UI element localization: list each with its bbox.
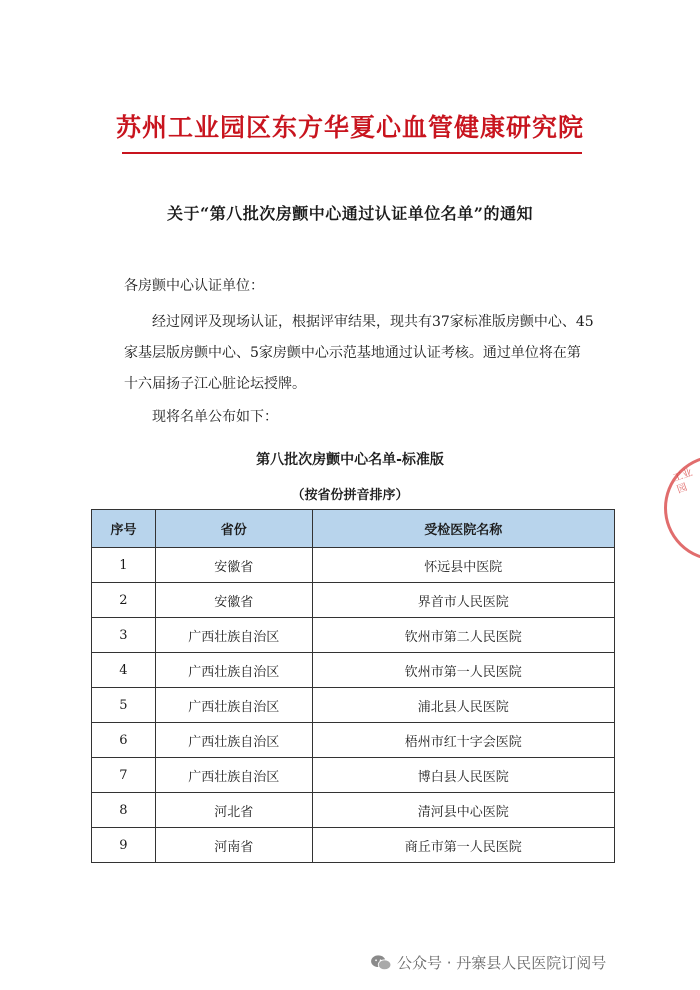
table-row (92, 793, 615, 828)
cell-hospital: 清河县中心医院 (312, 793, 614, 828)
cell-index: 3 (92, 618, 156, 653)
salutation: 各房颤中心认证单位： (124, 278, 264, 294)
cell-hospital: 梧州市红十字会医院 (312, 723, 614, 758)
watermark-text: 公众号 · 丹寨县人民医院订阅号 (397, 954, 607, 972)
list-subtitle: （按省份拼音排序） (291, 488, 409, 503)
table-row (92, 688, 615, 723)
table-row (92, 653, 615, 688)
cell-hospital: 商丘市第一人民医院 (312, 828, 614, 863)
cell-index: 5 (92, 688, 156, 723)
cell-index: 2 (92, 583, 156, 618)
notice-title: 关于“第八批次房颤中心通过认证单位名单”的通知 (167, 204, 533, 223)
cell-hospital: 界首市人民医院 (312, 583, 614, 618)
column-header-province: 省份 (155, 510, 312, 548)
table-row (92, 723, 615, 758)
table-row (92, 758, 615, 793)
column-header-index: 序号 (92, 510, 156, 548)
cell-index: 9 (92, 828, 156, 863)
cell-province: 广西壮族自治区 (155, 723, 312, 758)
table-row (92, 548, 615, 583)
cell-index: 8 (92, 793, 156, 828)
official-seal-text: 工业园 (671, 467, 695, 496)
cell-hospital: 浦北县人民医院 (312, 688, 614, 723)
table-row (92, 618, 615, 653)
cell-province: 广西壮族自治区 (155, 758, 312, 793)
cell-province: 广西壮族自治区 (155, 653, 312, 688)
cell-province: 安徽省 (155, 548, 312, 583)
notice-body: 经过网评及现场认证，根据评审结果，现共有37家标准版房颤中心、45家基层版房颤中心、5家房颤中心示范基地通过认证考核。通过单位将在第十六届扬子江心脏论坛授牌。 (124, 314, 594, 392)
table-row (92, 583, 615, 618)
table-header-row (92, 510, 615, 548)
cell-hospital: 博白县人民医院 (312, 758, 614, 793)
column-header-hospital: 受检医院名称 (312, 510, 614, 548)
cell-province: 广西壮族自治区 (155, 688, 312, 723)
cell-province: 广西壮族自治区 (155, 618, 312, 653)
table-row (92, 828, 615, 863)
watermark (370, 952, 606, 973)
cell-index: 1 (92, 548, 156, 583)
hospital-table (91, 509, 615, 863)
list-title: 第八批次房颤中心名单-标准版 (256, 452, 444, 468)
cell-hospital: 钦州市第一人民医院 (312, 653, 614, 688)
cell-index: 7 (92, 758, 156, 793)
org-header-title: 苏州工业园区东方华夏心血管健康研究院 (115, 113, 584, 142)
cell-province: 安徽省 (155, 583, 312, 618)
cell-province: 河北省 (155, 793, 312, 828)
cell-index: 6 (92, 723, 156, 758)
cell-hospital: 钦州市第二人民医院 (312, 618, 614, 653)
wechat-icon (370, 954, 392, 972)
announce-line: 现将名单公布如下： (152, 409, 278, 425)
cell-index: 4 (92, 653, 156, 688)
header-divider (122, 152, 582, 154)
cell-hospital: 怀远县中医院 (312, 548, 614, 583)
cell-province: 河南省 (155, 828, 312, 863)
